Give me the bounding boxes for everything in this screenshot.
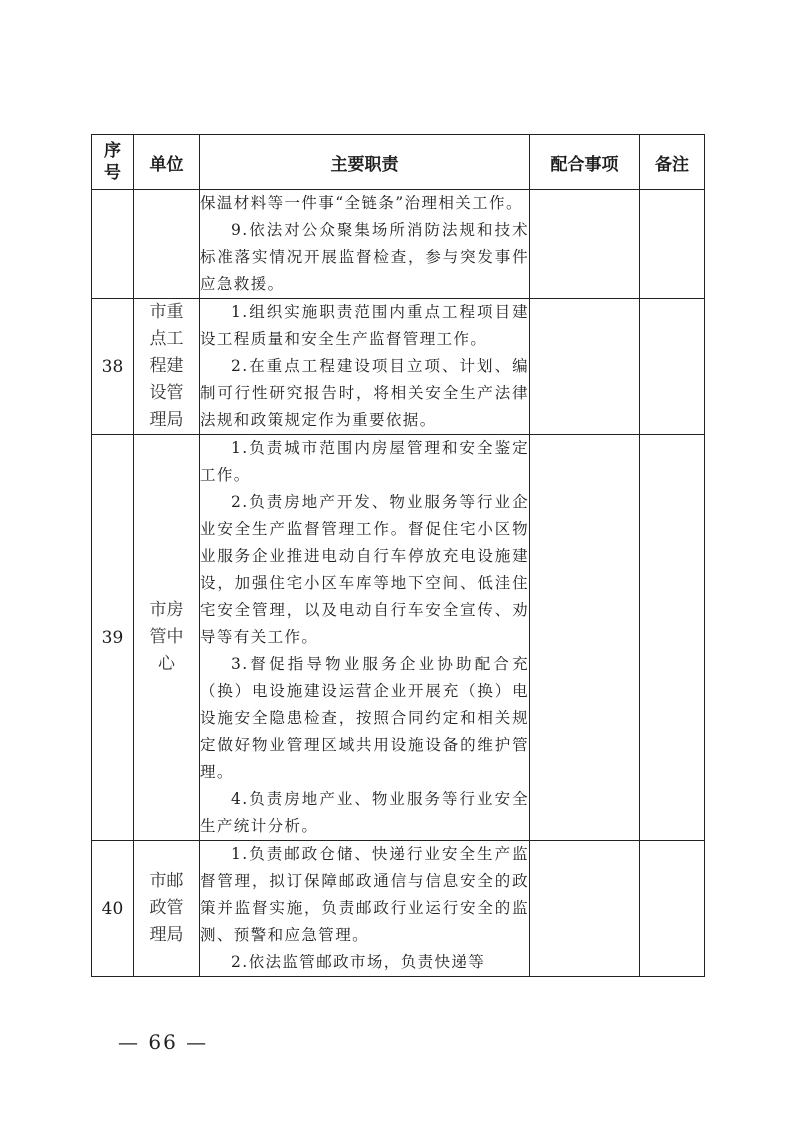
duty-paragraph: 4.负责房地产业、物业服务等行业安全生产统计分析。 [200,790,529,835]
duty-paragraph: 保温材料等一件事“全链条”治理相关工作。 [200,194,523,212]
seq-cell: 39 [92,435,134,841]
unit-line: 市重 [149,302,184,322]
duty-table [91,134,705,977]
unit-line: 管中 [149,627,184,647]
table-row [92,299,705,435]
header-coop: 配合事项 [530,135,640,190]
unit-line: 设管 [149,383,184,403]
duty-paragraph: 9.依法对公众聚集场所消防法规和技术标准落实情况开展监督检查，参与突发事件应急救援。 [200,221,529,293]
header-unit: 单位 [134,135,200,190]
header-note: 备注 [640,135,705,190]
note-cell [640,299,705,435]
duty-cell [200,299,530,435]
duty-paragraph: 1.负责城市范围内房屋管理和安全鉴定工作。 [200,439,529,484]
unit-line: 程建 [149,356,184,376]
unit-line: 心 [158,654,175,674]
duty-paragraph: 2.在重点工程建设项目立项、计划、编制可行性研究报告时，将相关安全生产法律法规和政策规定作为重要依据。 [200,357,529,429]
header-seq: 序 号 [92,135,134,190]
coop-cell [530,190,640,299]
note-cell [640,435,705,841]
unit-line: 市邮 [149,871,184,891]
duty-paragraph: 2.负责房地产开发、物业服务等行业企业安全生产监督管理工作。督促住宅小区物业服务企业推进电动自行车停放充电设施建设，加强住宅小区车库等地下空间、低洼住宅安全管理，以及电动自行车安全宣传、劝导等有关工作。 [200,493,529,646]
unit-cell [134,435,200,841]
header-duty: 主要职责 [200,135,530,190]
duty-paragraph: 1.组织实施职责范围内重点工程项目建设工程质量和安全生产监督管理工作。 [200,303,529,348]
unit-cell [134,299,200,435]
table-row [92,435,705,841]
table-row [92,190,705,299]
duty-paragraph: 1.负责邮政仓储、快递行业安全生产监督管理，拟订保障邮政通信与信息安全的政策并监督实施，负责邮政行业运行安全的监测、预警和应急管理。 [200,845,529,944]
seq-cell: 38 [92,299,134,435]
unit-cell [134,190,200,299]
unit-cell [134,841,200,977]
duty-paragraph: 2.依法监管邮政市场，负责快递等 [231,953,486,971]
duty-paragraph: 3.督促指导物业服务企业协助配合充（换）电设施建设运营企业开展充（换）电设施安全隐患检查，按照合同约定和相关规定做好物业管理区域共用设施设备的维护管理。 [200,655,529,781]
unit-line: 理局 [149,410,184,430]
unit-line: 理局 [149,925,184,945]
unit-line: 市房 [149,600,184,620]
coop-cell [530,841,640,977]
duty-cell [200,435,530,841]
note-cell [640,841,705,977]
coop-cell [530,299,640,435]
coop-cell [530,435,640,841]
seq-cell [92,190,134,299]
duty-cell [200,841,530,977]
note-cell [640,190,705,299]
seq-cell: 40 [92,841,134,977]
unit-line: 政管 [149,898,184,918]
table-row [92,841,705,977]
header-row [92,135,705,190]
page-number: — 66 — [118,1030,209,1054]
duty-cell [200,190,530,299]
unit-line: 点工 [149,329,184,349]
